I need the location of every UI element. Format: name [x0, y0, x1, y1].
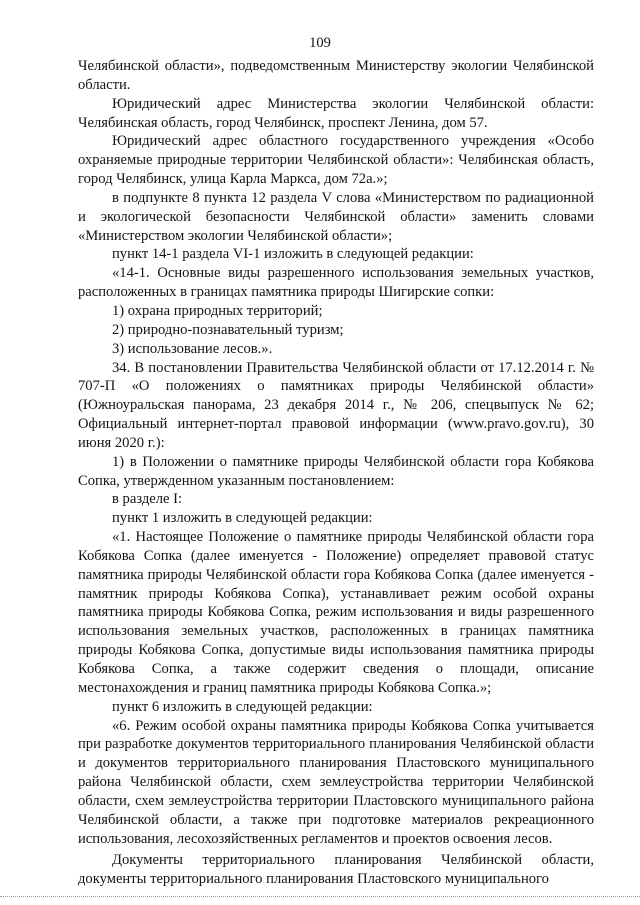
paragraph: в разделе I:	[112, 491, 183, 508]
paragraph: пункт 1 изложить в следующей редакции:	[112, 510, 373, 527]
paragraph: «14-1. Основные виды разрешенного использования земельных участков, расположенных в границах памятника природы Шигирские сопки:	[78, 265, 594, 301]
paragraph: «6. Режим особой охраны памятника природы Кобякова Сопка учитывается при разработке документов территориального планирования Челябинской области и документов территориального планирования Пластовского муниципального района Челябинской области, схем землеустройства территории Челябинской области, схем землеустройства территории Пластовского муниципального района Челябинской области, а также при подготовке материалов рекреационного использования, лесохозяйственных регламентов и проектов освоения лесов.	[78, 717, 594, 847]
paragraph: 34. В постановлении Правительства Челябинской области от 17.12.2014 г. № 707-П «О положениях о памятниках природы Челябинской области» (Южноуральская панорама, 23 декабря 2014 г., № 206, спецвыпуск № 62; Официальный интернет-портал правовой информации (www.pravo.gov.ru), 30 июня 2020 г.):	[78, 359, 594, 451]
page-number: 109	[309, 35, 331, 51]
paragraph: 1) в Положении о памятнике природы Челябинской области гора Кобякова Сопка, утвержденном указанным постановлением:	[78, 453, 594, 489]
paragraph: пункт 6 изложить в следующей редакции:	[112, 698, 373, 715]
paragraph: Документы территориального планирования Челябинской области, документы территориального планирования Пластовского муниципального	[78, 852, 594, 888]
paragraph: Юридический адрес областного государственного учреждения «Особо охраняемые природные территории Челябинской области»: Челябинская область, город Челябинск, улица Карла Маркса, дом 72а.»;	[78, 133, 594, 188]
paragraph: «1. Настоящее Положение о памятнике природы Челябинской области гора Кобякова Сопка (далее именуется - Положение) определяет правовой статус памятника природы Челябинской области гора Кобякова Сопка (далее именуется - памятник природы Кобякова Сопка), устанавливает режим особой охраны памятника природы Кобякова Сопка, режим использования и виды разрешенного использования земельных участков, расположенных в границах памятника природы Кобякова Сопка, допустимые виды использования памятника природы Кобякова Сопка, а также содержит сведения о площади, описание местонахождения и границ памятника природы Кобякова Сопка.»;	[78, 529, 594, 696]
page-bottom-rule	[0, 896, 640, 897]
list-item: 1) охрана природных территорий;	[112, 302, 323, 319]
paragraph: пункт 14-1 раздела VI-1 изложить в следующей редакции:	[112, 246, 474, 263]
paragraph: в подпункте 8 пункта 12 раздела V слова «Министерством по радиационной и экологической безопасности Челябинской области» заменить словами «Министерством экологии Челябинской области»;	[78, 189, 594, 244]
list-item: 3) использование лесов.».	[112, 340, 273, 357]
list-item: 2) природно-познавательный туризм;	[112, 321, 344, 338]
document-body	[78, 57, 594, 889]
paragraph: Челябинской области», подведомственным Министерству экологии Челябинской области.	[78, 58, 594, 93]
paragraph: Юридический адрес Министерства экологии Челябинской области: Челябинская область, город Челябинск, проспект Ленина, дом 57.	[78, 95, 594, 131]
